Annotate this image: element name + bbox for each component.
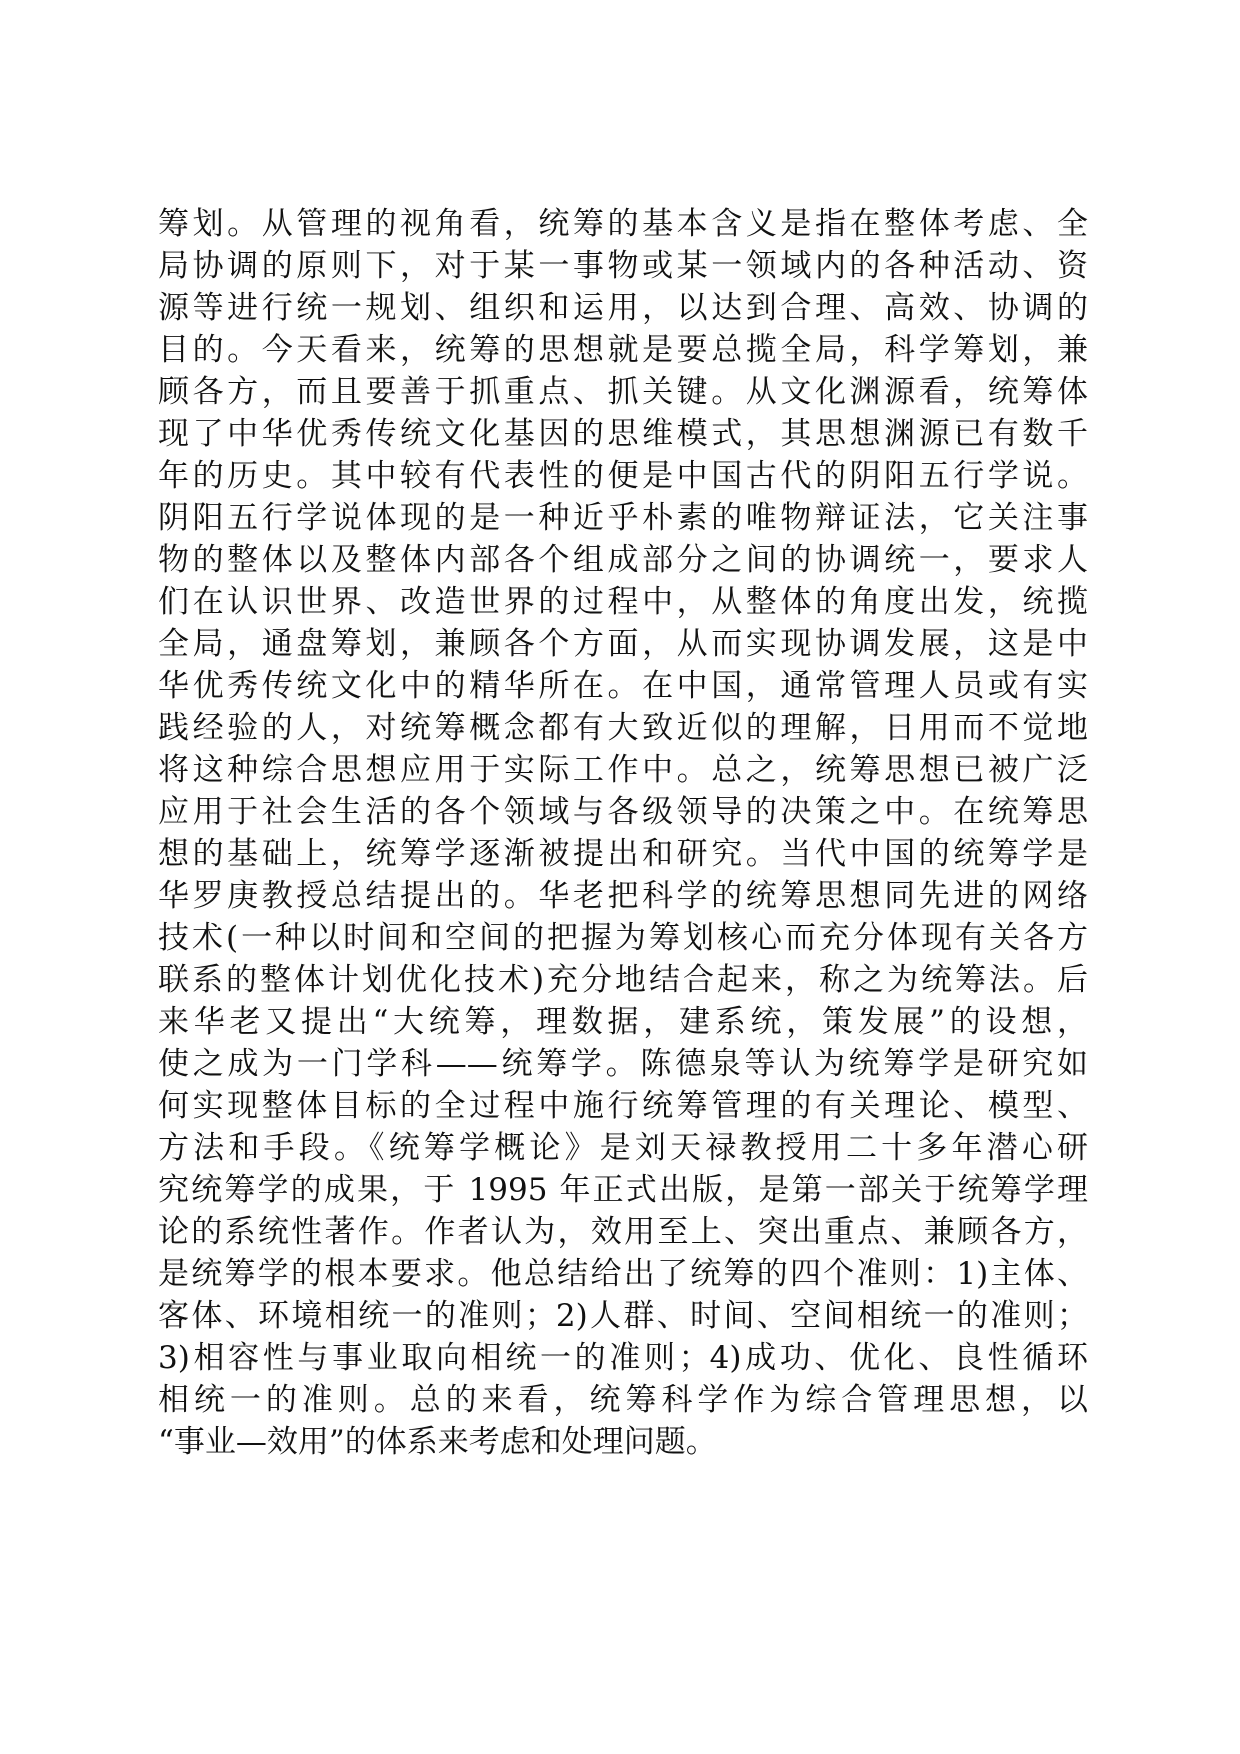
text-line-30: “事业—效用”的体系来考虑和处理问题。: [158, 1424, 717, 1460]
text-line-1: 筹划。从管理的视角看，统筹的基本含义是指在整体考虑、全: [158, 206, 1088, 242]
text-line-16: 想的基础上，统筹学逐渐被提出和研究。当代中国的统筹学是: [158, 836, 1088, 872]
text-line-20: 来华老又提出“大统筹，理数据，建系统，策发展”的设想，: [158, 1004, 1088, 1040]
text-line-23: 方法和手段。《统筹学概论》是刘天禄教授用二十多年潜心研: [158, 1130, 1088, 1166]
text-line-26: 是统筹学的根本要求。他总结给出了统筹的四个准则：1)主体、: [158, 1256, 1088, 1292]
text-line-18: 技术(一种以时间和空间的把握为筹划核心而充分体现有关各方: [158, 920, 1088, 956]
text-line-14: 将这种综合思想应用于实际工作中。总之，统筹思想已被广泛: [158, 752, 1088, 788]
text-line-21: 使之成为一门学科——统筹学。陈德泉等认为统筹学是研究如: [158, 1046, 1088, 1082]
text-line-3: 源等进行统一规划、组织和运用，以达到合理、高效、协调的: [158, 290, 1088, 326]
text-line-13: 践经验的人，对统筹概念都有大致近似的理解，日用而不觉地: [158, 710, 1088, 746]
text-line-25: 论的系统性著作。作者认为，效用至上、突出重点、兼顾各方，: [158, 1214, 1088, 1250]
text-line-4: 目的。今天看来，统筹的思想就是要总揽全局，科学筹划，兼: [158, 332, 1088, 368]
text-line-5: 顾各方，而且要善于抓重点、抓关键。从文化渊源看，统筹体: [158, 374, 1088, 410]
text-line-9: 物的整体以及整体内部各个组成部分之间的协调统一，要求人: [158, 542, 1088, 578]
text-line-12: 华优秀传统文化中的精华所在。在中国，通常管理人员或有实: [158, 668, 1088, 704]
text-line-15: 应用于社会生活的各个领域与各级领导的决策之中。在统筹思: [158, 794, 1088, 830]
text-line-2: 局协调的原则下，对于某一事物或某一领域内的各种活动、资: [158, 248, 1088, 284]
body-paragraph: [158, 203, 1088, 1463]
text-line-29: 相统一的准则。总的来看，统筹科学作为综合管理思想，以: [158, 1382, 1088, 1418]
text-line-10: 们在认识世界、改造世界的过程中，从整体的角度出发，统揽: [158, 584, 1088, 620]
text-line-7: 年的历史。其中较有代表性的便是中国古代的阴阳五行学说。: [158, 458, 1088, 494]
text-line-27: 客体、环境相统一的准则；2)人群、时间、空间相统一的准则；: [158, 1298, 1088, 1334]
text-line-22: 何实现整体目标的全过程中施行统筹管理的有关理论、模型、: [158, 1088, 1088, 1124]
text-line-8: 阴阳五行学说体现的是一种近乎朴素的唯物辩证法，它关注事: [158, 500, 1088, 536]
text-line-6: 现了中华优秀传统文化基因的思维模式，其思想渊源已有数千: [158, 416, 1088, 452]
text-line-11: 全局，通盘筹划，兼顾各个方面，从而实现协调发展，这是中: [158, 626, 1088, 662]
text-line-28: 3)相容性与事业取向相统一的准则；4)成功、优化、良性循环: [158, 1340, 1088, 1376]
text-line-19: 联系的整体计划优化技术)充分地结合起来，称之为统筹法。后: [158, 962, 1088, 998]
text-line-17: 华罗庚教授总结提出的。华老把科学的统筹思想同先进的网络: [158, 878, 1088, 914]
text-line-24: 究统筹学的成果，于 1995 年正式出版，是第一部关于统筹学理: [158, 1172, 1088, 1208]
